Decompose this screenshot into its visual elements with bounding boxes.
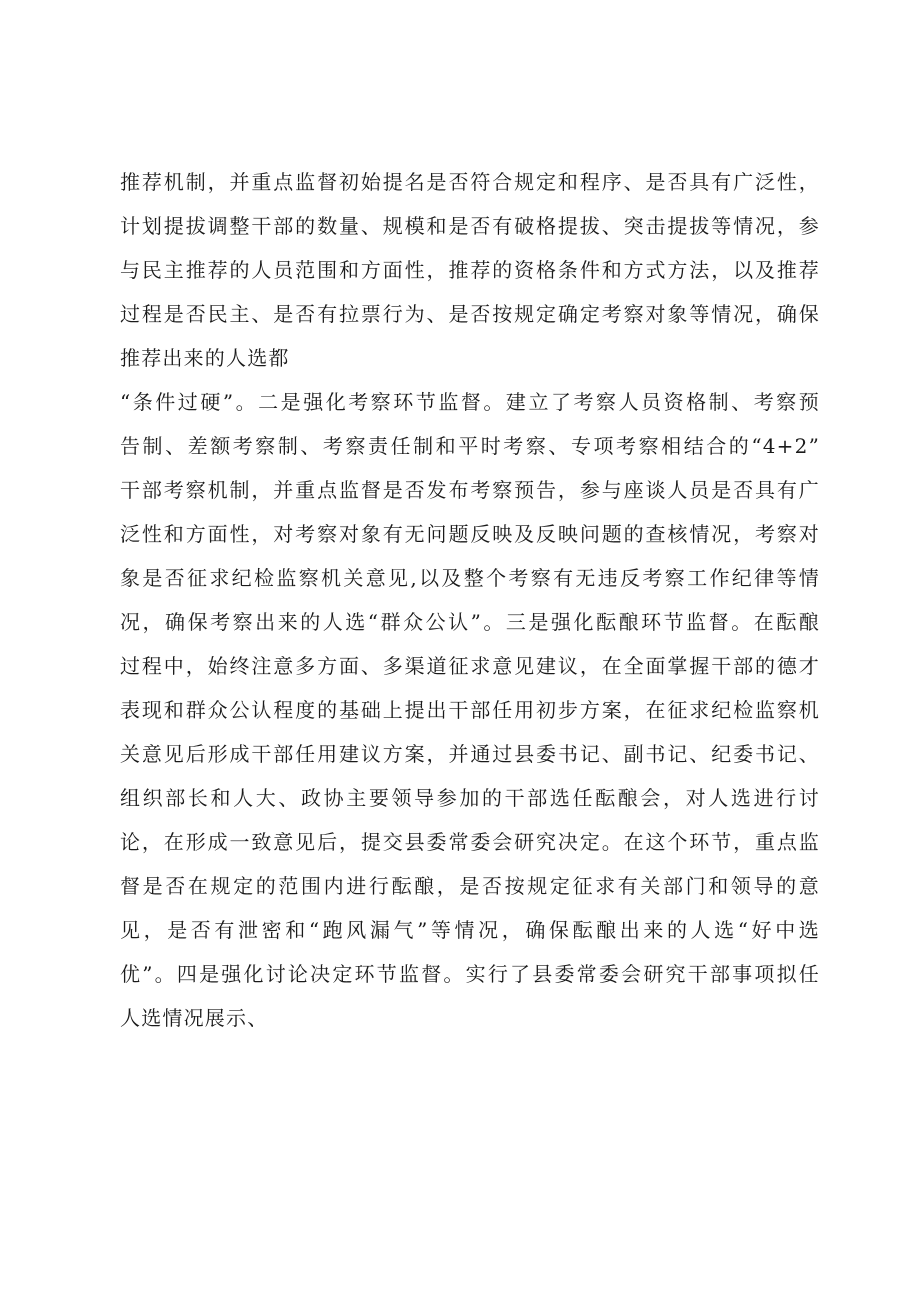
text-line: 与民主推荐的人员范围和方面性，推荐的资格条件和方式方法，以及推荐 bbox=[120, 258, 820, 282]
text-line: 人选情况展示、 bbox=[120, 1006, 269, 1030]
text-line: 督是否在规定的范围内进行酝酿，是否按规定征求有关部门和领导的意 bbox=[120, 874, 820, 898]
text-line: 关意见后形成干部任用建议方案，并通过县委书记、副书记、纪委书记、 bbox=[120, 742, 820, 766]
body-text bbox=[120, 160, 820, 1040]
text-line: 推荐出来的人选都 bbox=[120, 346, 290, 370]
text-line: 象是否征求纪检监察机关意见,以及整个考察有无违反考察工作纪律等情 bbox=[120, 566, 820, 590]
text-line: 计划提拔调整干部的数量、规模和是否有破格提拔、突击提拔等情况，参 bbox=[120, 214, 820, 238]
text-line: 泛性和方面性，对考察对象有无问题反映及反映问题的查核情况，考察对 bbox=[120, 522, 820, 546]
text-line: 组织部长和人大、政协主要领导参加的干部选任酝酿会，对人选进行讨 bbox=[120, 786, 820, 810]
text-line: 论，在形成一致意见后，提交县委常委会研究决定。在这个环节，重点监 bbox=[120, 830, 820, 854]
text-line: 况，确保考察出来的人选“群众公认”。三是强化酝酿环节监督。在酝酿 bbox=[120, 610, 820, 634]
text-line: “条件过硬”。二是强化考察环节监督。建立了考察人员资格制、考察预 bbox=[120, 390, 820, 414]
text-line: 见，是否有泄密和“跑风漏气”等情况，确保酝酿出来的人选“好中选 bbox=[120, 918, 820, 942]
text-line: 干部考察机制，并重点监督是否发布考察预告，参与座谈人员是否具有广 bbox=[120, 478, 820, 502]
text-line: 告制、差额考察制、考察责任制和平时考察、专项考察相结合的“4+2” bbox=[120, 434, 820, 458]
text-line: 推荐机制，并重点监督初始提名是否符合规定和程序、是否具有广泛性， bbox=[120, 170, 820, 194]
text-line: 过程是否民主、是否有拉票行为、是否按规定确定考察对象等情况，确保 bbox=[120, 302, 820, 326]
text-line: 过程中，始终注意多方面、多渠道征求意见建议，在全面掌握干部的德才 bbox=[120, 654, 820, 678]
text-line: 优”。四是强化讨论决定环节监督。实行了县委常委会研究干部事项拟任 bbox=[120, 962, 820, 986]
text-line: 表现和群众公认程度的基础上提出干部任用初步方案，在征求纪检监察机 bbox=[120, 698, 820, 722]
